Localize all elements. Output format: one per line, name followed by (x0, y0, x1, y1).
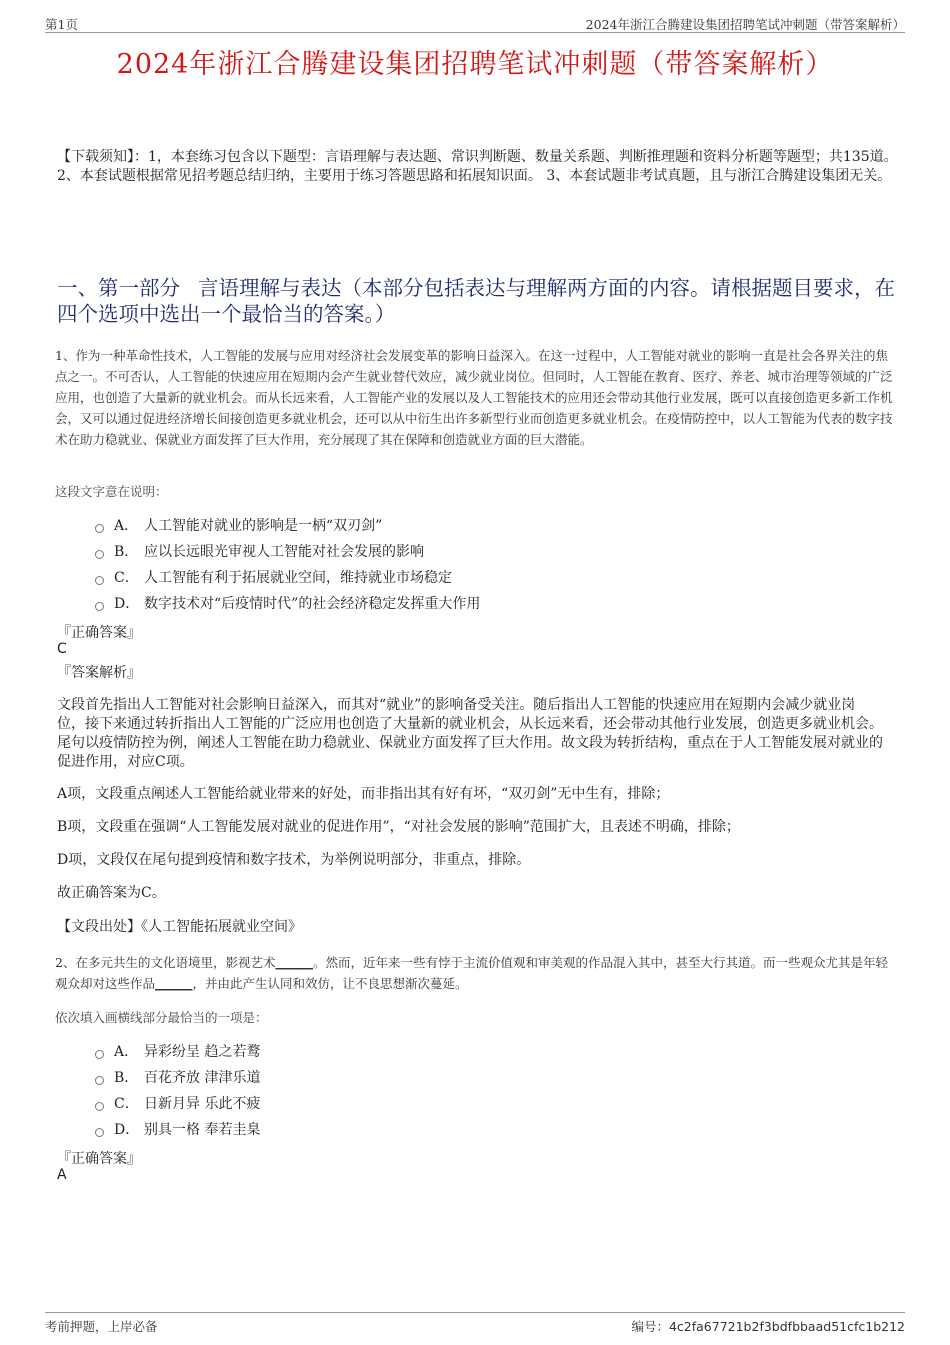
question-1-options (95, 512, 480, 616)
footer-slogan: 考前押题，上岸必备 (45, 1319, 158, 1334)
question-2-answer-label: 『正确答案』 (57, 1151, 141, 1167)
question-1-analysis-b: B项，文段重在强调“人工智能发展对就业的促进作用”，“对社会发展的影响”范围扩大，且表述不明确，排除； (57, 819, 740, 835)
radio-icon[interactable] (95, 524, 104, 533)
radio-icon[interactable] (95, 576, 104, 585)
question-2-text: 2、在多元共生的文化语境里，影视艺术______。然而，近年来一些有悖于主流价值观和审美观的作品混入其中，甚至大行其道。而一些观众尤其是年轻观众却对这些作品______，并由此产生认同和效仿，让不良思想渐次蔓延。 (55, 955, 888, 991)
option-d[interactable]: D． 别具一格 奉若圭臬 (95, 1116, 260, 1142)
radio-icon[interactable] (95, 602, 104, 611)
question-1-prompt: 这段文字意在说明： (55, 484, 168, 499)
option-c[interactable]: C． 日新月异 乐此不疲 (95, 1090, 260, 1116)
radio-icon[interactable] (95, 1128, 104, 1137)
question-1-source: 【文段出处】《人工智能拓展就业空间》 (57, 919, 302, 935)
option-d[interactable]: D． 数字技术对“后疫情时代”的社会经济稳定发挥重大作用 (95, 590, 480, 616)
page-number: 第1页 (45, 17, 78, 32)
question-1-conclusion: 故正确答案为C。 (57, 885, 166, 901)
question-1-analysis-label: 『答案解析』 (57, 665, 141, 681)
page-footer (45, 1312, 905, 1334)
page-header (45, 12, 905, 33)
section-heading (57, 275, 899, 327)
radio-icon[interactable] (95, 550, 104, 559)
question-2-prompt: 依次填入画横线部分最恰当的一项是： (55, 1010, 268, 1025)
blank-1: ______ (275, 955, 313, 970)
footer-code: 编号：4c2fa67721b2f3bdfbbaad51cfc1b212 (631, 1319, 905, 1334)
radio-icon[interactable] (95, 1076, 104, 1085)
question-2-options (95, 1038, 260, 1142)
question-1-answer-label: 『正确答案』 (57, 625, 141, 641)
option-a[interactable]: A． 人工智能对就业的影响是一柄“双刃剑” (95, 512, 480, 538)
radio-icon[interactable] (95, 1102, 104, 1111)
option-a[interactable]: A． 异彩纷呈 趋之若鹜 (95, 1038, 260, 1064)
question-1-analysis-main: 文段首先指出人工智能对社会影响日益深入，而其对“就业”的影响备受关注。随后指出人工智能的快速应用在短期内会减少就业岗位，接下来通过转折指出人工智能的广泛应用也创造了大量新的就业机会，从长远来看，还会带动其他行业发展，创造更多就业机会。尾句以疫情防控为例，阐述人工智能在助力稳就业、保就业方面发挥了巨大作用。故文段为转折结构，重点在于人工智能发展对就业的促进作用，对应C项。 (57, 697, 883, 770)
blank-2: ______ (155, 976, 193, 991)
option-b[interactable]: B． 应以长远眼光审视人工智能对社会发展的影响 (95, 538, 480, 564)
question-1-analysis-a: A项，文段重点阐述人工智能给就业带来的好处，而非指出其有好有坏，“双刃剑”无中生有，排除； (57, 786, 670, 802)
radio-icon[interactable] (95, 1050, 104, 1059)
option-c[interactable]: C． 人工智能有利于拓展就业空间，维持就业市场稳定 (95, 564, 480, 590)
section-description: 言语理解与表达（本部分包括表达与理解两方面的内容。请根据题目要求，在四个选项中选出一个最恰当的答案。） (57, 276, 895, 326)
question-1-text: 1、作为一种革命性技术，人工智能的发展与应用对经济社会发展变革的影响日益深入。在这一过程中，人工智能对就业的影响一直是社会各界关注的焦点之一。不可否认，人工智能的快速应用在短期内会产生就业替代效应，减少就业岗位。但同时，人工智能在教育、医疗、养老、城市治理等领域的广泛应用，也创造了大量新的就业机会。而从长远来看，人工智能产业的发展以及人工智能技术的应用还会带动其他行业发展，既可以直接创造更多新工作机会，又可以通过促进经济增长间接创造更多就业机会，还可以从中衍生出许多新型行业而创造更多就业机会。在疫情防控中，以人工智能为代表的数字技术在助力稳就业、保就业方面发挥了巨大作用，充分展现了其在保障和创造就业方面的巨大潜能。 (55, 348, 893, 447)
download-notice: 【下载须知】：1，本套练习包含以下题型：言语理解与表达题、常识判断题、数量关系题、判断推理题和资料分析题等题型；共135道。 2、本套试题根据常见招考题总结归纳，主要用于练习答题思路和拓展知识面。 3、本套试题非考试真题，且与浙江合腾建设集团无关。 (57, 149, 898, 184)
question-1-analysis-d: D项，文段仅在尾句提到疫情和数字技术，为举例说明部分，非重点，排除。 (57, 852, 531, 868)
question-1-answer: C (57, 641, 67, 657)
header-doc-title: 2024年浙江合腾建设集团招聘笔试冲刺题（带答案解析） (585, 17, 905, 32)
document-title: 2024年浙江合腾建设集团招聘笔试冲刺题（带答案解析） (116, 49, 834, 80)
section-part: 一、第一部分 (57, 276, 180, 300)
question-2-answer: A (57, 1167, 67, 1183)
option-b[interactable]: B． 百花齐放 津津乐道 (95, 1064, 260, 1090)
